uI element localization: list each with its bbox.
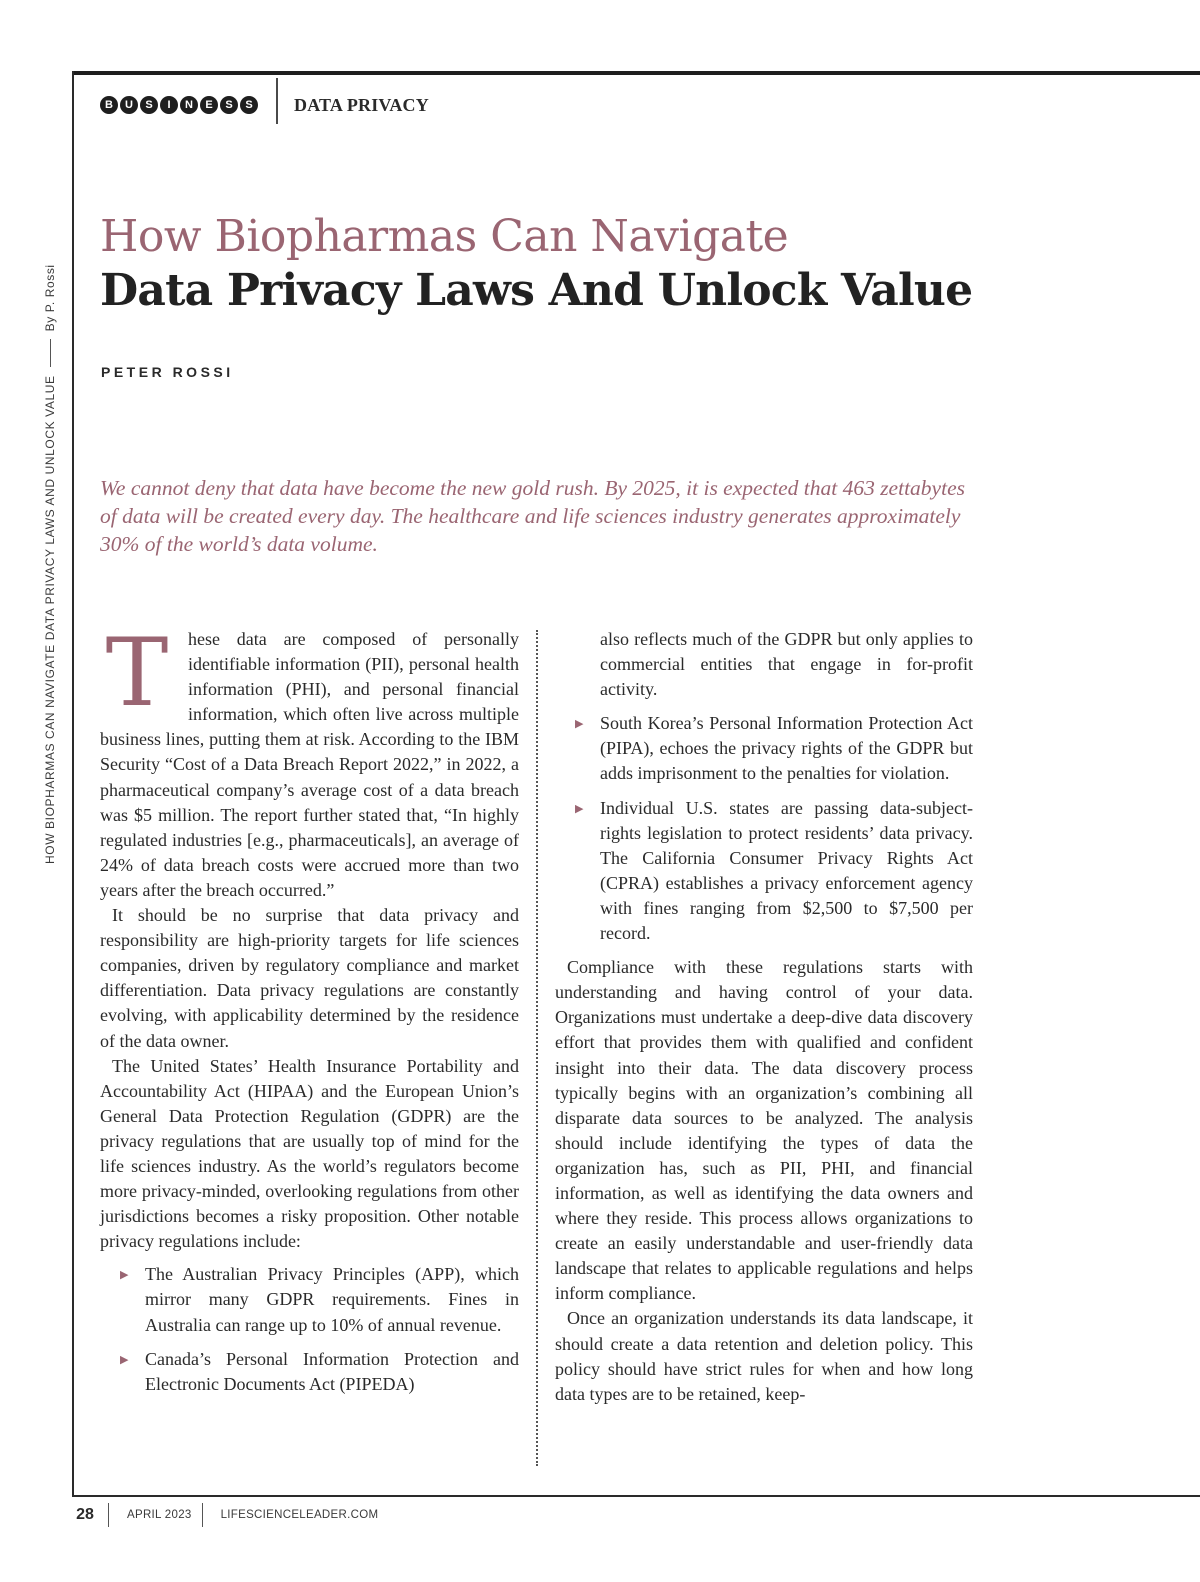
paragraph-text: hese data are composed of personally identifiable information (PII), personal health information (PHI), and personal financial information, which often live across multiple business lines, putting them at risk. According to the IBM Security “Cost of a Data Breach Report 2022,” in 2022, a pharmaceutical company’s average cost of a data breach was $5 million. The report further stated that, “In highly regulated industries [e.g., pharmaceuticals], an average of 24% of data breach costs were accrued more than two years after the breach occurred.” xyxy=(100,629,519,900)
headline-line-1: How Biopharmas Can Navigate xyxy=(100,211,789,262)
left-margin-rule xyxy=(72,71,74,1496)
page-footer xyxy=(72,1502,378,1528)
badge-letter: S xyxy=(220,96,238,114)
issue-date: APRIL 2023 xyxy=(127,1509,192,1521)
body-column-right xyxy=(555,627,973,1407)
regulation-list-continued xyxy=(555,627,973,946)
article-headline xyxy=(100,210,1000,318)
triangle-bullet-icon: ▶ xyxy=(120,1269,129,1282)
badge-letter: E xyxy=(200,96,218,114)
page-number: 28 xyxy=(76,1506,94,1523)
body-paragraph: The United States’ Health Insurance Portability and Accountability Act (HIPAA) and the European Union’s General Data Protection Regulation (GDPR) are the privacy regulations that are usually top of mind for the life sciences industry. As the world’s regulators become more privacy-minded, overlooking regulations from other jurisdictions becomes a risky proposition. Other notable privacy regulations include: xyxy=(100,1055,519,1252)
website-link[interactable]: LIFESCIENCELEADER.COM xyxy=(220,1509,379,1521)
list-item-text: The Australian Privacy Principles (APP), which mirror many GDPR requirements. Fines in Australia can range up to 10% of annual revenue. xyxy=(145,1264,519,1335)
footer-rule xyxy=(72,1495,1200,1497)
body-column-left xyxy=(100,619,519,1397)
article-deck: We cannot deny that data have become the new gold rush. By 2025, it is expected that 463 zettabytes of data will be created every day. The healthcare and life sciences industry generates approximately 30% of the world’s data volume. xyxy=(100,476,965,556)
list-item-continuation xyxy=(555,627,973,702)
badge-letter: S xyxy=(240,96,258,114)
triangle-bullet-icon: ▶ xyxy=(120,1353,129,1366)
list-item xyxy=(100,1262,519,1337)
section-label: DATA PRIVACY xyxy=(294,94,429,115)
badge-letter: S xyxy=(140,96,158,114)
vertical-title: HOW BIOPHARMAS CAN NAVIGATE DATA PRIVACY LAWS AND UNLOCK VALUE xyxy=(43,375,57,864)
section-divider xyxy=(276,78,278,124)
list-item xyxy=(555,711,973,786)
badge-letter: N xyxy=(180,96,198,114)
body-paragraph: Compliance with these regulations starts with understanding and having control of your data. Organizations must undertake a deep-dive data discovery effort that provides them with qualified and confident insight into their data. The data discovery process typically begins with an organization’s combining all disparate data sources to be analyzed. The analysis should include identifying the types of data the organization has, such as PII, PHI, and financial information, as well as identifying the data owners and where they reside. This process allows organizations to create an easily understandable and user-friendly data landscape that relates to applicable regulations and helps inform compliance. xyxy=(555,957,973,1304)
list-item xyxy=(555,796,973,947)
list-item-text: also reflects much of the GDPR but only applies to commercial entities that engage in for-profit activity. xyxy=(600,629,973,700)
list-item-text: Canada’s Personal Information Protection and Electronic Documents Act (PIPEDA) xyxy=(145,1348,519,1394)
headline-line-2: Data Privacy Laws And Unlock Value xyxy=(100,265,973,316)
footer-separator xyxy=(202,1503,203,1527)
body-paragraph xyxy=(100,619,519,903)
top-rule xyxy=(72,71,1200,75)
triangle-bullet-icon: ▶ xyxy=(575,802,584,815)
business-badge xyxy=(100,96,258,114)
body-paragraph: Once an organization understands its data landscape, it should create a data retention and deletion policy. This policy should have strict rules for when and how long data types are to be retained, keep- xyxy=(555,1308,973,1404)
list-item xyxy=(100,1347,519,1397)
column-divider xyxy=(536,630,538,1466)
author-name: PETER ROSSI xyxy=(101,364,234,380)
list-item-text: Individual U.S. states are passing data-subject-rights legislation to protect residents’ data privacy. The California Consumer Privacy Rights Act (CPRA) establishes a privacy enforcement agency with fines ranging from $2,500 to $7,500 per record. xyxy=(600,797,973,944)
body-paragraph: It should be no surprise that data privacy and responsibility are high-priority targets for life sciences companies, driven by regulatory compliance and market differentiation. Data privacy regulations are constantly evolving, with applicability determined by the residence of the data owner. xyxy=(100,905,519,1051)
badge-letter: B xyxy=(100,96,118,114)
footer-separator xyxy=(108,1503,109,1527)
drop-cap: T xyxy=(105,619,169,728)
section-tag xyxy=(100,88,429,122)
triangle-bullet-icon: ▶ xyxy=(575,718,584,731)
vertical-byline: By P. Rossi xyxy=(43,264,57,332)
badge-letter: U xyxy=(120,96,138,114)
list-item-text: South Korea’s Personal Information Protection Act (PIPA), echoes the privacy rights of the GDPR but adds imprisonment to the penalties for violation. xyxy=(600,713,973,784)
badge-letter: I xyxy=(160,96,178,114)
regulation-list xyxy=(100,1262,519,1396)
vertical-separator xyxy=(50,339,51,367)
vertical-running-head xyxy=(40,264,70,872)
